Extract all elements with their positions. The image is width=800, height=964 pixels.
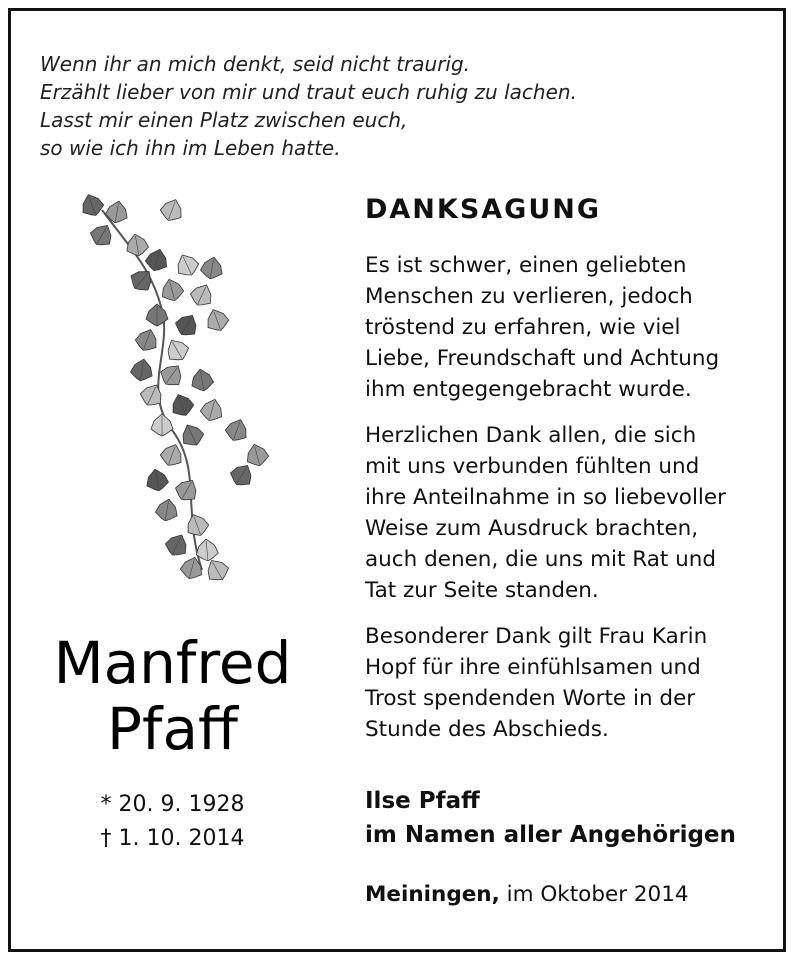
place-month: im Oktober 2014 [499,882,689,907]
ivy-leaf [227,460,257,490]
ivy-leaf [151,414,173,436]
text-line: mit uns verbunden fühlten und [365,454,700,479]
text-line: ihre Anteilnahme in so liebevoller [365,485,726,510]
thanks-heading: DANKSAGUNG [365,194,602,225]
thanks-paragraph-2 [365,420,770,606]
ivy-leaf [124,232,149,257]
text-line: Es ist schwer, einen geliebten [365,253,687,278]
place-date [365,880,689,910]
birth-date: * 20. 9. 1928 [100,792,245,817]
ivy-leaf [162,530,191,559]
ivy-leaf [244,442,271,469]
text-line: Menschen zu verlieren, jedoch [365,284,693,309]
signature-line: im Namen aller Angehörigen [365,822,736,848]
ivy-leaf [158,196,186,224]
text-line: Weise zum Ausdruck brachten, [365,516,699,541]
ivy-leaf [199,255,224,280]
ivy-leaf [159,277,186,304]
text-line: Hopf für ihre einfühlsamen und [365,655,701,680]
ivy-leaf [172,475,202,505]
first-name: Manfred [53,629,292,697]
text-line: Herzlichen Dank allen, die sich [365,423,697,448]
text-line: auch denen, die uns mit Rat und [365,547,717,572]
thanks-section [365,190,770,760]
text-line: Trost spendenden Worte in der [365,686,696,711]
text-line: Tat zur Seite standen. [365,578,599,603]
text-line: tröstend zu erfahren, wie viel [365,315,681,340]
text-line: Stunde des Abschieds. [365,717,609,742]
text-line: ihm entgegengebracht wurde. [365,377,692,402]
poem [40,50,660,162]
ivy-leaf [154,497,179,522]
ivy-leaf [183,511,211,539]
ivy-leaf [199,397,226,424]
text-line: Liebe, Freundschaft und Achtung [365,346,720,371]
ivy-leaves-icon [62,190,292,590]
ivy-leaf [162,335,192,365]
ivy-leaf [144,247,171,274]
ivy-leaf [172,310,202,340]
last-name: Pfaff [107,695,238,763]
ivy-leaf [187,280,216,309]
signature-name: Ilse Pfaff [365,788,480,814]
ivy-leaf [78,191,106,219]
signature [365,784,736,852]
poem-line: Wenn ihr an mich denkt, seid nicht traurig. [40,52,471,76]
ivy-leaf [104,199,129,224]
text-line: Besonderer Dank gilt Frau Karin [365,624,708,649]
death-date: † 1. 10. 2014 [100,826,245,851]
ivy-leaf [144,467,169,492]
ivy-leaf [133,326,161,354]
ivy-leaf [129,357,154,382]
ivy-leaf [223,416,251,444]
ivy-leaf [168,391,196,419]
thanks-paragraph-3 [365,621,770,745]
ivy-leaf [203,306,231,334]
ivy-leaf [189,367,214,392]
poem-line: so wie ich ihn im Leben hatte. [40,136,341,160]
poem-line: Erzählt lieber von mir und traut euch ruhig zu lachen. [40,80,577,104]
ivy-leaf [137,380,166,409]
ivy-leaf [172,250,201,279]
thanks-paragraph-1 [365,250,770,405]
poem-line: Lasst mir einen Platz zwischen euch, [40,108,408,132]
place-city: Meiningen, [365,882,500,907]
deceased-name [20,630,325,762]
life-dates [20,788,325,856]
